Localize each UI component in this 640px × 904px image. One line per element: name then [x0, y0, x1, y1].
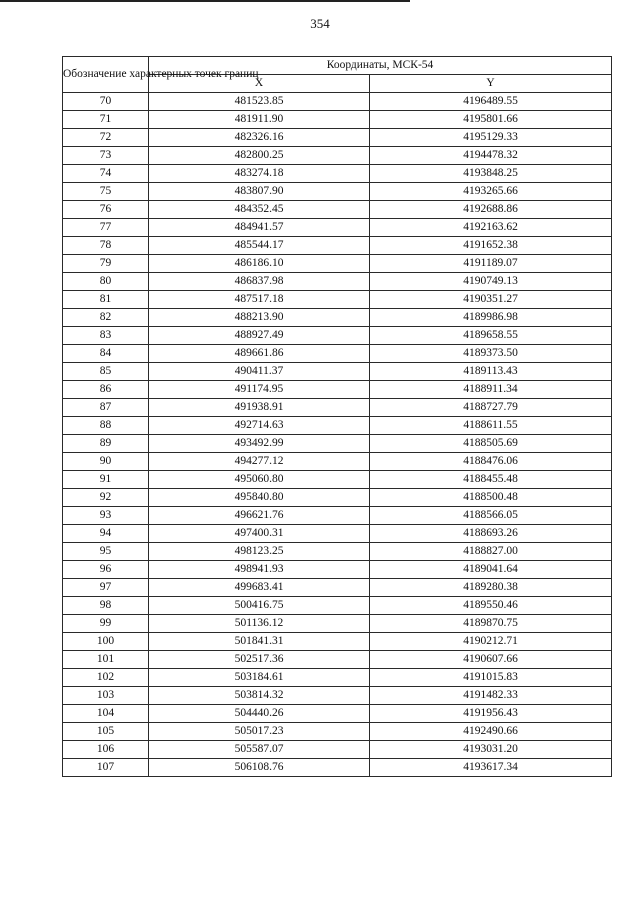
y-coordinate-cell: 4188911.34	[370, 381, 612, 399]
x-coordinate-cell: 496621.76	[149, 507, 370, 525]
x-coordinate-cell: 498941.93	[149, 561, 370, 579]
x-coordinate-cell: 487517.18	[149, 291, 370, 309]
point-id-cell: 104	[63, 705, 149, 723]
point-id-cell: 87	[63, 399, 149, 417]
point-id-cell: 80	[63, 273, 149, 291]
table-row	[63, 291, 612, 309]
table-row	[63, 93, 612, 111]
header-row-top	[63, 57, 612, 75]
header-point-designation: Обозначение характерных точек границ	[63, 57, 149, 93]
coordinates-table	[62, 56, 612, 777]
point-id-cell: 106	[63, 741, 149, 759]
x-coordinate-cell: 502517.36	[149, 651, 370, 669]
table-row	[63, 723, 612, 741]
x-coordinate-cell: 483274.18	[149, 165, 370, 183]
point-id-cell: 75	[63, 183, 149, 201]
y-coordinate-cell: 4190351.27	[370, 291, 612, 309]
table-row	[63, 201, 612, 219]
x-coordinate-cell: 491174.95	[149, 381, 370, 399]
point-id-cell: 78	[63, 237, 149, 255]
table-row	[63, 381, 612, 399]
point-id-cell: 77	[63, 219, 149, 237]
y-coordinate-cell: 4191652.38	[370, 237, 612, 255]
y-coordinate-cell: 4195801.66	[370, 111, 612, 129]
y-coordinate-cell: 4193848.25	[370, 165, 612, 183]
point-id-cell: 100	[63, 633, 149, 651]
table-row	[63, 597, 612, 615]
y-coordinate-cell: 4193617.34	[370, 759, 612, 777]
y-coordinate-cell: 4188693.26	[370, 525, 612, 543]
point-id-cell: 82	[63, 309, 149, 327]
x-coordinate-cell: 488213.90	[149, 309, 370, 327]
point-id-cell: 73	[63, 147, 149, 165]
x-coordinate-cell: 495840.80	[149, 489, 370, 507]
y-coordinate-cell: 4189658.55	[370, 327, 612, 345]
x-coordinate-cell: 500416.75	[149, 597, 370, 615]
x-coordinate-cell: 483807.90	[149, 183, 370, 201]
point-id-cell: 102	[63, 669, 149, 687]
table-row	[63, 759, 612, 777]
table-body	[63, 93, 612, 777]
x-coordinate-cell: 484941.57	[149, 219, 370, 237]
y-coordinate-cell: 4189041.64	[370, 561, 612, 579]
table-row	[63, 741, 612, 759]
x-coordinate-cell: 498123.25	[149, 543, 370, 561]
x-coordinate-cell: 497400.31	[149, 525, 370, 543]
point-id-cell: 91	[63, 471, 149, 489]
table-row	[63, 507, 612, 525]
point-id-cell: 101	[63, 651, 149, 669]
table-row	[63, 435, 612, 453]
table-row	[63, 669, 612, 687]
x-coordinate-cell: 485544.17	[149, 237, 370, 255]
point-id-cell: 72	[63, 129, 149, 147]
point-id-cell: 97	[63, 579, 149, 597]
x-coordinate-cell: 489661.86	[149, 345, 370, 363]
table-row	[63, 687, 612, 705]
point-id-cell: 105	[63, 723, 149, 741]
point-id-cell: 96	[63, 561, 149, 579]
x-coordinate-cell: 501841.31	[149, 633, 370, 651]
y-coordinate-cell: 4188455.48	[370, 471, 612, 489]
y-coordinate-cell: 4188476.06	[370, 453, 612, 471]
point-id-cell: 83	[63, 327, 149, 345]
x-coordinate-cell: 493492.99	[149, 435, 370, 453]
x-coordinate-cell: 488927.49	[149, 327, 370, 345]
y-coordinate-cell: 4189986.98	[370, 309, 612, 327]
table-row	[63, 417, 612, 435]
x-coordinate-cell: 494277.12	[149, 453, 370, 471]
table-row	[63, 183, 612, 201]
y-coordinate-cell: 4188727.79	[370, 399, 612, 417]
x-coordinate-cell: 486837.98	[149, 273, 370, 291]
point-id-cell: 74	[63, 165, 149, 183]
y-coordinate-cell: 4193265.66	[370, 183, 612, 201]
table-row	[63, 615, 612, 633]
y-coordinate-cell: 4188505.69	[370, 435, 612, 453]
header-y: Y	[370, 75, 612, 93]
point-id-cell: 95	[63, 543, 149, 561]
x-coordinate-cell: 492714.63	[149, 417, 370, 435]
table-row	[63, 219, 612, 237]
y-coordinate-cell: 4190749.13	[370, 273, 612, 291]
table-row	[63, 489, 612, 507]
x-coordinate-cell: 490411.37	[149, 363, 370, 381]
x-coordinate-cell: 503814.32	[149, 687, 370, 705]
table-row	[63, 651, 612, 669]
y-coordinate-cell: 4189870.75	[370, 615, 612, 633]
point-id-cell: 103	[63, 687, 149, 705]
y-coordinate-cell: 4191956.43	[370, 705, 612, 723]
point-id-cell: 94	[63, 525, 149, 543]
y-coordinate-cell: 4195129.33	[370, 129, 612, 147]
page-number: 354	[310, 16, 330, 31]
top-border-line	[0, 0, 410, 2]
point-id-cell: 85	[63, 363, 149, 381]
y-coordinate-cell: 4188827.00	[370, 543, 612, 561]
x-coordinate-cell: 482800.25	[149, 147, 370, 165]
table-header	[63, 57, 612, 93]
table-row	[63, 255, 612, 273]
y-coordinate-cell: 4192688.86	[370, 201, 612, 219]
table-row	[63, 129, 612, 147]
table-row	[63, 111, 612, 129]
point-id-cell: 90	[63, 453, 149, 471]
header-x: X	[149, 75, 370, 93]
y-coordinate-cell: 4191189.07	[370, 255, 612, 273]
x-coordinate-cell: 503184.61	[149, 669, 370, 687]
point-id-cell: 88	[63, 417, 149, 435]
y-coordinate-cell: 4190212.71	[370, 633, 612, 651]
point-id-cell: 89	[63, 435, 149, 453]
x-coordinate-cell: 486186.10	[149, 255, 370, 273]
y-coordinate-cell: 4189280.38	[370, 579, 612, 597]
y-coordinate-cell: 4192490.66	[370, 723, 612, 741]
y-coordinate-cell: 4191482.33	[370, 687, 612, 705]
x-coordinate-cell: 495060.80	[149, 471, 370, 489]
y-coordinate-cell: 4188566.05	[370, 507, 612, 525]
point-id-cell: 93	[63, 507, 149, 525]
y-coordinate-cell: 4192163.62	[370, 219, 612, 237]
table-row	[63, 345, 612, 363]
x-coordinate-cell: 505587.07	[149, 741, 370, 759]
point-id-cell: 76	[63, 201, 149, 219]
point-id-cell: 86	[63, 381, 149, 399]
point-id-cell: 70	[63, 93, 149, 111]
x-coordinate-cell: 505017.23	[149, 723, 370, 741]
table-row	[63, 543, 612, 561]
y-coordinate-cell: 4191015.83	[370, 669, 612, 687]
table-row	[63, 237, 612, 255]
x-coordinate-cell: 499683.41	[149, 579, 370, 597]
x-coordinate-cell: 481911.90	[149, 111, 370, 129]
table-row	[63, 705, 612, 723]
y-coordinate-cell: 4189113.43	[370, 363, 612, 381]
y-coordinate-cell: 4189373.50	[370, 345, 612, 363]
table-row	[63, 165, 612, 183]
y-coordinate-cell: 4196489.55	[370, 93, 612, 111]
table-row	[63, 273, 612, 291]
y-coordinate-cell: 4189550.46	[370, 597, 612, 615]
x-coordinate-cell: 506108.76	[149, 759, 370, 777]
table-row	[63, 471, 612, 489]
x-coordinate-cell: 504440.26	[149, 705, 370, 723]
table-row	[63, 525, 612, 543]
table-row	[63, 327, 612, 345]
point-id-cell: 98	[63, 597, 149, 615]
point-id-cell: 84	[63, 345, 149, 363]
y-coordinate-cell: 4190607.66	[370, 651, 612, 669]
point-id-cell: 99	[63, 615, 149, 633]
point-id-cell: 81	[63, 291, 149, 309]
point-id-cell: 92	[63, 489, 149, 507]
table-row	[63, 579, 612, 597]
x-coordinate-cell: 501136.12	[149, 615, 370, 633]
table-row	[63, 561, 612, 579]
y-coordinate-cell: 4188611.55	[370, 417, 612, 435]
point-id-cell: 79	[63, 255, 149, 273]
table-row	[63, 309, 612, 327]
y-coordinate-cell: 4188500.48	[370, 489, 612, 507]
point-id-cell: 107	[63, 759, 149, 777]
y-coordinate-cell: 4194478.32	[370, 147, 612, 165]
table-row	[63, 363, 612, 381]
x-coordinate-cell: 481523.85	[149, 93, 370, 111]
table-row	[63, 633, 612, 651]
point-id-cell: 71	[63, 111, 149, 129]
y-coordinate-cell: 4193031.20	[370, 741, 612, 759]
table-row	[63, 453, 612, 471]
table-row	[63, 147, 612, 165]
table-row	[63, 399, 612, 417]
x-coordinate-cell: 482326.16	[149, 129, 370, 147]
header-coordinates: Координаты, МСК-54	[149, 57, 612, 75]
x-coordinate-cell: 484352.45	[149, 201, 370, 219]
x-coordinate-cell: 491938.91	[149, 399, 370, 417]
